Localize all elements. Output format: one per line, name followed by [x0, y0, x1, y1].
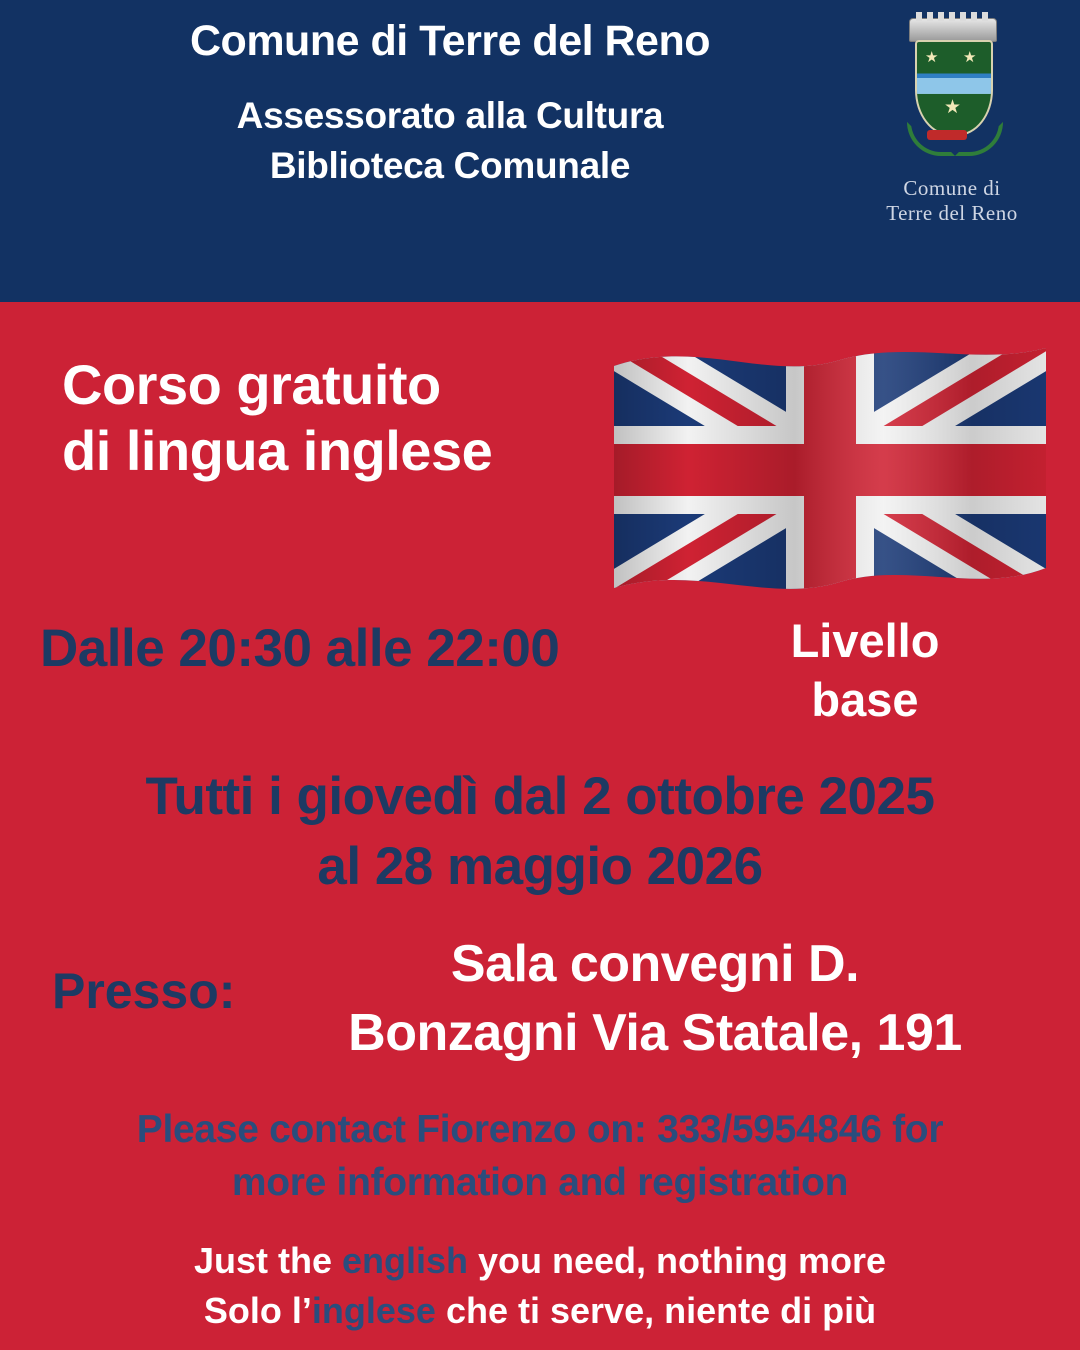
headline-line1: Corso gratuito [62, 353, 441, 416]
header-subtitle-line1: Assessorato alla Cultura [236, 95, 664, 137]
course-level [700, 612, 1030, 730]
venue-line2: Bonzagni Via Statale, 191 [348, 1003, 962, 1062]
headline-line2: di lingua inglese [62, 419, 493, 483]
course-dates-line2: al 28 maggio 2026 [317, 836, 763, 896]
tagline-it-part2: che ti serve, niente di più [435, 1290, 877, 1332]
wave-icon [917, 78, 991, 94]
course-dates-line1: Tutti i giovedì dal 2 ottobre 2025 [145, 767, 935, 826]
page-title: Comune di Terre del Reno [190, 17, 710, 65]
course-level-line1: Livello [790, 614, 940, 667]
laurel-icon [907, 122, 997, 162]
venue-line1: Sala convegni D. [450, 935, 860, 993]
star-icon: ★ [963, 49, 977, 66]
tagline-italian [40, 1286, 1040, 1336]
star-icon: ★ [944, 97, 962, 118]
tagline-it-highlight: inglese [311, 1290, 436, 1332]
crest-caption-line2: Terre del Reno [886, 201, 1018, 226]
tagline-english [40, 1236, 1040, 1286]
header-band [0, 0, 1080, 302]
header-text-block [0, 18, 900, 191]
venue-address [270, 930, 1040, 1067]
course-headline [62, 352, 622, 484]
contact-info [40, 1104, 1040, 1209]
course-level-line2: base [811, 672, 919, 726]
header-subtitle-line2: Biblioteca Comunale [269, 145, 631, 187]
tagline-it-part1: Solo l’ [203, 1290, 312, 1332]
header-subtitle [0, 91, 900, 191]
crown-icon [909, 18, 997, 42]
crest-caption [862, 176, 1042, 226]
venue-label: Presso: [52, 963, 236, 1019]
contact-line2: more information and registration [231, 1160, 849, 1204]
union-jack-flag-icon [608, 336, 1052, 604]
crest-caption-line1: Comune di [903, 176, 1001, 200]
tagline-en-highlight: english [341, 1240, 469, 1281]
course-time: Dalle 20:30 alle 22:00 [40, 619, 560, 678]
course-dates [20, 762, 1060, 902]
tagline-en-part1: Just the [193, 1240, 342, 1281]
tagline-en-part2: you need, nothing more [468, 1240, 887, 1281]
ribbon-icon [927, 130, 967, 140]
star-icon: ★ [925, 49, 939, 66]
crest-icon [897, 18, 1007, 168]
municipal-crest [862, 18, 1042, 226]
contact-line1: Please contact Fiorenzo on: 333/5954846 for [136, 1108, 944, 1151]
tagline [40, 1236, 1040, 1337]
